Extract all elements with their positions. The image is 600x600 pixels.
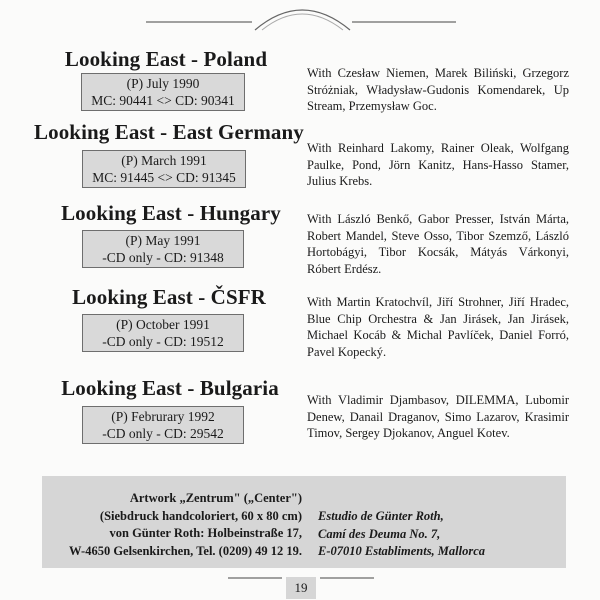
studio-address-line: Camí des Deuma No. 7, — [318, 526, 441, 541]
release-title-hungary: Looking East - Hungary — [61, 201, 281, 225]
top-arc-ornament — [255, 10, 350, 30]
release-info-box-hungary — [82, 230, 244, 268]
release-info-box-bulgaria — [82, 406, 244, 444]
release-musicians-csfr: With Martin Kratochvíl, Jiří Strohner, Jiří Hradec, Blue Chip Orchestra & Jan Jirásek, Jan Jirásek, Michael Kocáb & Michal Pavlíček, Daniel Forró, Pavel Kopecký. — [307, 295, 569, 359]
release-musicians-hungary: With László Benkő, Gabor Presser, István Márta, Robert Mandel, Steve Osso, Tibor Szemző, László Hortobágyi, Tibor Kocsák, Mátyás Várkonyi, Róbert Erdész. — [307, 212, 569, 276]
release-date: (P) March 1991 — [121, 153, 207, 168]
release-info-box-poland — [81, 73, 245, 111]
release-musicians-bulgaria: With Vladimir Djambasov, DILEMMA, Lubomir Denew, Danail Draganov, Simo Lazarov, Krasimir Timov, Sergey Djokanov, Anguel Kotev. — [307, 393, 569, 440]
release-date: (P) October 1991 — [116, 317, 210, 332]
release-musicians-poland: With Czesław Niemen, Marek Biliński, Grzegorz Stróżniak, Władysław-Gudonis Komendarek, Up Stream, Przemysław Goc. — [307, 66, 569, 113]
artwork-credit-line: Artwork „Zentrum" („Center") — [129, 491, 302, 505]
release-catalog: -CD only - CD: 29542 — [102, 426, 224, 441]
release-catalog: -CD only - CD: 19512 — [102, 334, 224, 349]
release-date: (P) May 1991 — [125, 233, 201, 248]
release-title-east-germany: Looking East - East Germany — [34, 120, 304, 144]
release-title-poland: Looking East - Poland — [64, 47, 268, 71]
page-number: 19 — [286, 577, 316, 599]
artwork-credit-line: (Siebdruck handcoloriert, 60 x 80 cm) — [99, 508, 302, 523]
studio-address — [318, 508, 485, 561]
artwork-credit — [69, 490, 302, 560]
release-info-box-csfr — [82, 314, 244, 352]
release-catalog: MC: 90441 <> CD: 90341 — [91, 93, 235, 108]
release-date: (P) Februrary 1992 — [111, 409, 215, 424]
release-catalog: MC: 91445 <> CD: 91345 — [92, 170, 236, 185]
artwork-credit-line: W-4650 Gelsenkirchen, Tel. (0209) 49 12 19. — [69, 543, 302, 558]
studio-address-line: Estudio de Günter Roth, — [318, 509, 444, 523]
release-title-bulgaria: Looking East - Bulgaria — [61, 376, 279, 400]
artwork-credit-line: von Günter Roth: Holbeinstraße 17, — [109, 526, 302, 540]
release-catalog: -CD only - CD: 91348 — [102, 250, 224, 265]
artwork-credits-panel — [42, 476, 566, 568]
release-title-csfr: Looking East - ČSFR — [72, 285, 266, 309]
studio-address-line: E-07010 Establiments, Mallorca — [318, 544, 486, 558]
release-info-box-east-germany — [82, 150, 246, 188]
release-date: (P) July 1990 — [126, 76, 200, 91]
release-musicians-east-germany: With Reinhard Lakomy, Rainer Oleak, Wolfgang Paulke, Pond, Jörn Kanitz, Hans-Hasso Stamer, Julius Krebs. — [307, 141, 569, 188]
